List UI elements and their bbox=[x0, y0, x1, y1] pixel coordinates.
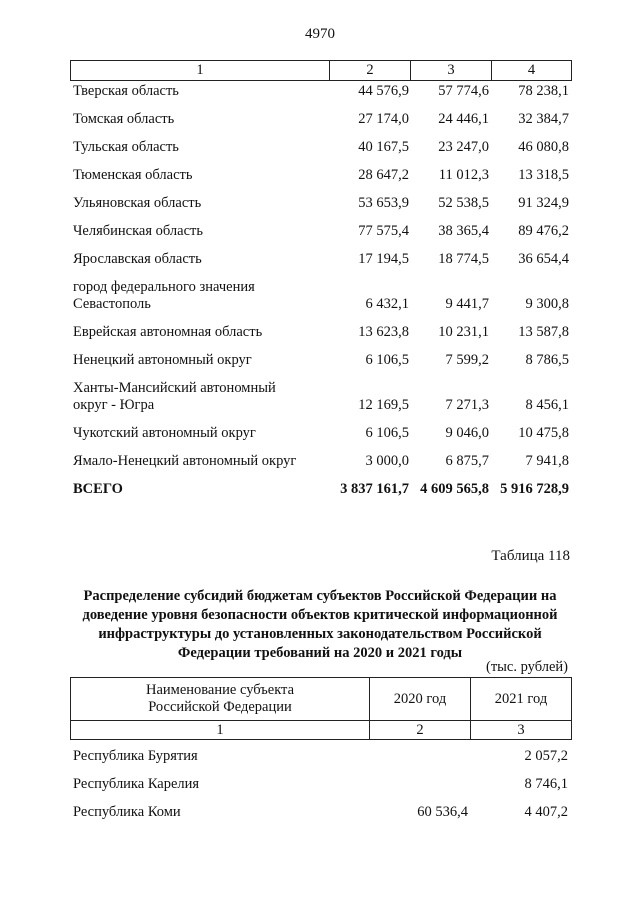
value-cell-v4: 5 916 728,9 bbox=[500, 481, 569, 497]
region-name: Еврейская автономная область bbox=[73, 324, 263, 340]
table-row bbox=[73, 223, 573, 240]
region-name: Республика Бурятия bbox=[73, 747, 198, 764]
region-name: город федерального значения Севастополь bbox=[73, 279, 255, 312]
page-number: 4970 bbox=[305, 26, 335, 42]
table-row bbox=[73, 425, 573, 442]
value-cell-v4: 13 587,8 bbox=[518, 324, 569, 340]
table1-header-col3: 3 bbox=[410, 61, 491, 80]
table-row bbox=[73, 111, 573, 128]
value-cell-v2: 3 837 161,7 bbox=[340, 481, 409, 497]
value-2021: 4 407,2 bbox=[524, 803, 568, 820]
value-cell-v4: 36 654,4 bbox=[518, 251, 569, 267]
region-name: Республика Коми bbox=[73, 803, 181, 820]
region-name: Тверская область bbox=[73, 83, 179, 99]
region-name: Ненецкий автономный округ bbox=[73, 352, 252, 368]
region-name: Челябинская область bbox=[73, 223, 203, 239]
value-cell-v4: 13 318,5 bbox=[518, 167, 569, 183]
value-cell-v2: 27 174,0 bbox=[358, 111, 409, 127]
table2-header bbox=[70, 677, 572, 740]
region-name: Республика Карелия bbox=[73, 775, 200, 792]
value-2021: 2 057,2 bbox=[524, 747, 568, 764]
region-name: Тульская область bbox=[73, 139, 179, 155]
table-row bbox=[73, 770, 573, 798]
table2-header-num2: 2 bbox=[369, 721, 470, 739]
table1-header-col1: 1 bbox=[196, 62, 204, 78]
value-cell-v2: 53 653,9 bbox=[358, 195, 409, 211]
value-cell-v4: 9 300,8 bbox=[525, 296, 569, 312]
table2-body bbox=[73, 742, 573, 826]
table-row bbox=[73, 798, 573, 826]
value-cell-v2: 12 169,5 bbox=[358, 397, 409, 413]
region-name: Ямало-Ненецкий автономный округ bbox=[73, 453, 297, 469]
value-cell-v2: 6 106,5 bbox=[365, 425, 409, 441]
region-name: Ярославская область bbox=[73, 251, 202, 267]
value-cell-v3: 11 012,3 bbox=[438, 167, 489, 183]
value-cell-v4: 10 475,8 bbox=[518, 425, 569, 441]
value-cell-v4: 91 324,9 bbox=[518, 195, 569, 211]
region-name: Ханты-Мансийский автономный округ - Югра bbox=[73, 380, 276, 413]
value-cell-v2: 40 167,5 bbox=[358, 139, 409, 155]
value-cell-v2: 3 000,0 bbox=[365, 453, 409, 469]
value-cell-v3: 38 365,4 bbox=[438, 223, 489, 239]
value-cell-v3: 10 231,1 bbox=[438, 324, 489, 340]
table1-header bbox=[70, 60, 572, 81]
table2-header-subject: Наименование субъекта Российской Федерации bbox=[145, 682, 295, 715]
value-cell-v3: 57 774,6 bbox=[438, 83, 489, 99]
value-2020: 60 536,4 bbox=[417, 803, 468, 820]
table-row bbox=[73, 324, 573, 341]
table-row bbox=[73, 742, 573, 770]
value-cell-v2: 6 432,1 bbox=[365, 296, 409, 312]
value-cell-v3: 52 538,5 bbox=[438, 195, 489, 211]
table-row bbox=[73, 83, 573, 100]
table-row bbox=[73, 453, 573, 470]
table2-header-num3: 3 bbox=[470, 721, 571, 739]
value-cell-v4: 78 238,1 bbox=[518, 83, 569, 99]
table1-header-col4: 4 bbox=[491, 61, 571, 80]
table1-header-col2: 2 bbox=[329, 61, 410, 80]
region-name: Тюменская область bbox=[73, 167, 193, 183]
value-cell-v3: 23 247,0 bbox=[438, 139, 489, 155]
region-name: Чукотский автономный округ bbox=[73, 425, 256, 441]
table-label: Таблица 118 bbox=[491, 548, 570, 564]
value-cell-v4: 8 786,5 bbox=[525, 352, 569, 368]
table-row bbox=[73, 195, 573, 212]
value-cell-v2: 6 106,5 bbox=[365, 352, 409, 368]
table-row bbox=[73, 139, 573, 156]
table2-header-2021: 2021 год bbox=[470, 678, 571, 720]
value-cell-v3: 24 446,1 bbox=[438, 111, 489, 127]
table-row bbox=[73, 251, 573, 268]
value-cell-v4: 46 080,8 bbox=[518, 139, 569, 155]
value-cell-v3: 7 599,2 bbox=[445, 352, 489, 368]
value-cell-v4: 89 476,2 bbox=[518, 223, 569, 239]
table-row bbox=[73, 380, 573, 414]
region-name: Ульяновская область bbox=[73, 195, 202, 211]
table2-header-num1: 1 bbox=[216, 722, 224, 738]
value-2021: 8 746,1 bbox=[524, 775, 568, 792]
units-label: (тыс. рублей) bbox=[486, 659, 568, 675]
value-cell-v3: 4 609 565,8 bbox=[420, 481, 489, 497]
table-row bbox=[73, 279, 573, 313]
value-cell-v4: 32 384,7 bbox=[518, 111, 569, 127]
table2-header-2020: 2020 год bbox=[369, 678, 470, 720]
value-cell-v4: 8 456,1 bbox=[525, 397, 569, 413]
value-cell-v2: 44 576,9 bbox=[358, 83, 409, 99]
region-name: Томская область bbox=[73, 111, 175, 127]
total-row bbox=[73, 481, 573, 498]
value-cell-v3: 18 774,5 bbox=[438, 251, 489, 267]
table-row bbox=[73, 167, 573, 184]
value-cell-v3: 6 875,7 bbox=[445, 453, 489, 469]
value-cell-v4: 7 941,8 bbox=[525, 453, 569, 469]
value-cell-v3: 9 046,0 bbox=[445, 425, 489, 441]
value-cell-v2: 17 194,5 bbox=[358, 251, 409, 267]
value-cell-v3: 9 441,7 bbox=[445, 296, 489, 312]
value-cell-v2: 13 623,8 bbox=[358, 324, 409, 340]
value-cell-v2: 77 575,4 bbox=[358, 223, 409, 239]
value-cell-v2: 28 647,2 bbox=[358, 167, 409, 183]
value-cell-v3: 7 271,3 bbox=[445, 397, 489, 413]
table-row bbox=[73, 352, 573, 369]
region-name: ВСЕГО bbox=[73, 481, 123, 497]
table-title: Распределение субсидий бюджетам субъектов Российской Федерации на доведение уровня безопасности объектов критической информационной инфраструктуры до установленных законодательством Российской Федерации требований на 2020 и 2021 годы bbox=[82, 588, 558, 661]
